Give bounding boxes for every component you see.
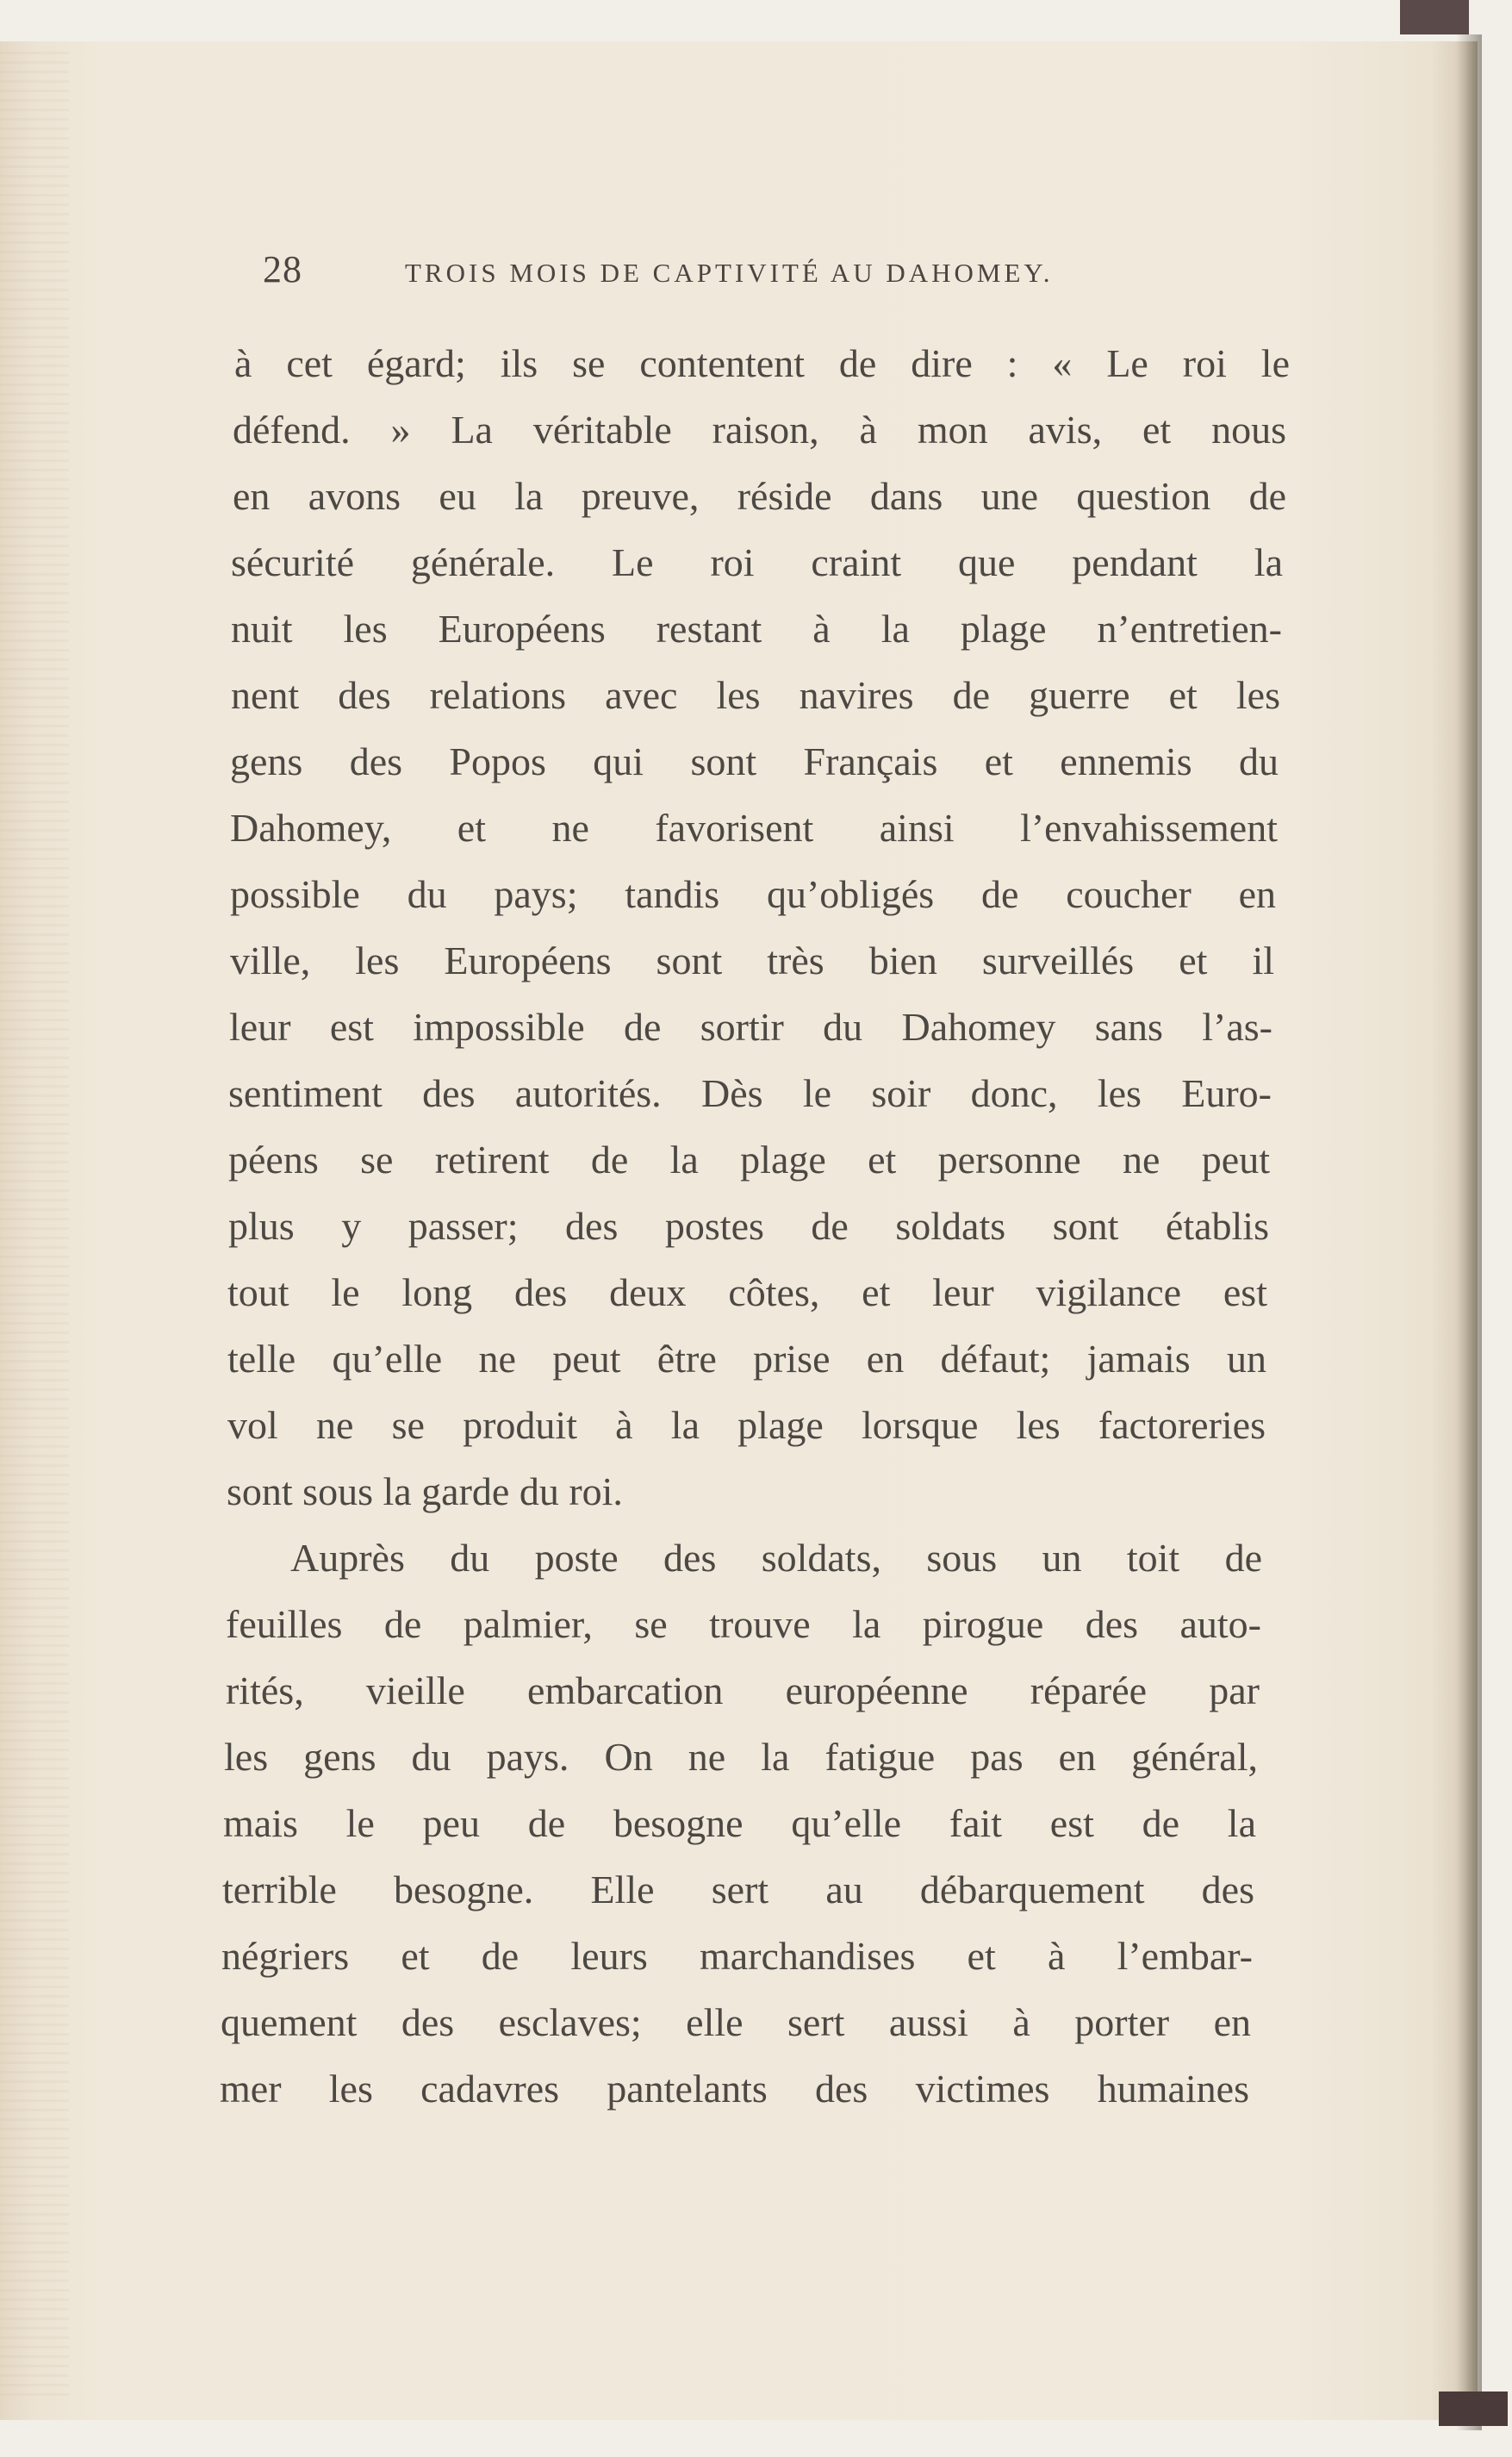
- running-header: [263, 247, 1142, 299]
- text-line: sécurité générale. Le roi craint que pendant la: [231, 540, 1283, 584]
- page-number: 28: [263, 248, 302, 290]
- binding-corner-top: [1400, 0, 1469, 34]
- page-left-edge: [0, 52, 69, 2396]
- text-line: leur est impossible de sortir du Dahomey sans l’as-: [229, 1005, 1272, 1049]
- text-line: sont sous la garde du roi.: [227, 1469, 623, 1513]
- text-line: sentiment des autorités. Dès le soir donc, les Euro-: [228, 1071, 1272, 1115]
- running-title: TROIS MOIS DE CAPTIVITÉ AU DAHOMEY.: [405, 258, 1054, 288]
- text-line: rités, vieille embarcation européenne réparée par: [226, 1668, 1260, 1712]
- text-line: nuit les Européens restant à la plage n’entretien-: [231, 607, 1282, 651]
- text-line: possible du pays; tandis qu’obligés de coucher en: [230, 872, 1276, 916]
- text-line: nent des relations avec les navires de guerre et les: [231, 673, 1280, 717]
- text-line: terrible besogne. Elle sert au débarquement des: [222, 1868, 1254, 1911]
- text-line: mer les cadavres pantelants des victimes humaines: [220, 2067, 1249, 2111]
- text-line: tout le long des deux côtes, et leur vigilance est: [227, 1270, 1267, 1314]
- binding-corner-bottom: [1439, 2392, 1508, 2426]
- text-line: défend. » La véritable raison, à mon avis, et nous: [233, 408, 1286, 452]
- text-line: ville, les Européens sont très bien surveillés et il: [230, 939, 1274, 982]
- text-line: vol ne se produit à la plage lorsque les factoreries: [227, 1403, 1266, 1447]
- text-line: Auprès du poste des soldats, sous un toit de: [290, 1536, 1262, 1580]
- binding-shadow: [1456, 34, 1482, 2430]
- text-line: quement des esclaves; elle sert aussi à porter en: [221, 2000, 1251, 2044]
- text-line: à cet égard; ils se contentent de dire : « Le roi le: [234, 341, 1290, 385]
- text-line: Dahomey, et ne favorisent ainsi l’envahissement: [230, 806, 1278, 850]
- text-line: telle qu’elle ne peut être prise en défaut; jamais un: [227, 1337, 1266, 1381]
- text-line: péens se retirent de la plage et personne ne peut: [228, 1138, 1270, 1182]
- text-line: gens des Popos qui sont Français et ennemis du: [230, 739, 1279, 783]
- text-line: feuilles de palmier, se trouve la pirogue des auto-: [226, 1602, 1261, 1646]
- text-line: en avons eu la preuve, réside dans une question de: [233, 474, 1286, 518]
- text-line: mais le peu de besogne qu’elle fait est de la: [223, 1801, 1256, 1845]
- body-text: [220, 330, 1294, 2122]
- text-line: les gens du pays. On ne la fatigue pas en général,: [224, 1735, 1258, 1779]
- text-line: plus y passer; des postes de soldats sont établis: [228, 1204, 1269, 1248]
- text-line: négriers et de leurs marchandises et à l’embar-: [221, 1934, 1253, 1978]
